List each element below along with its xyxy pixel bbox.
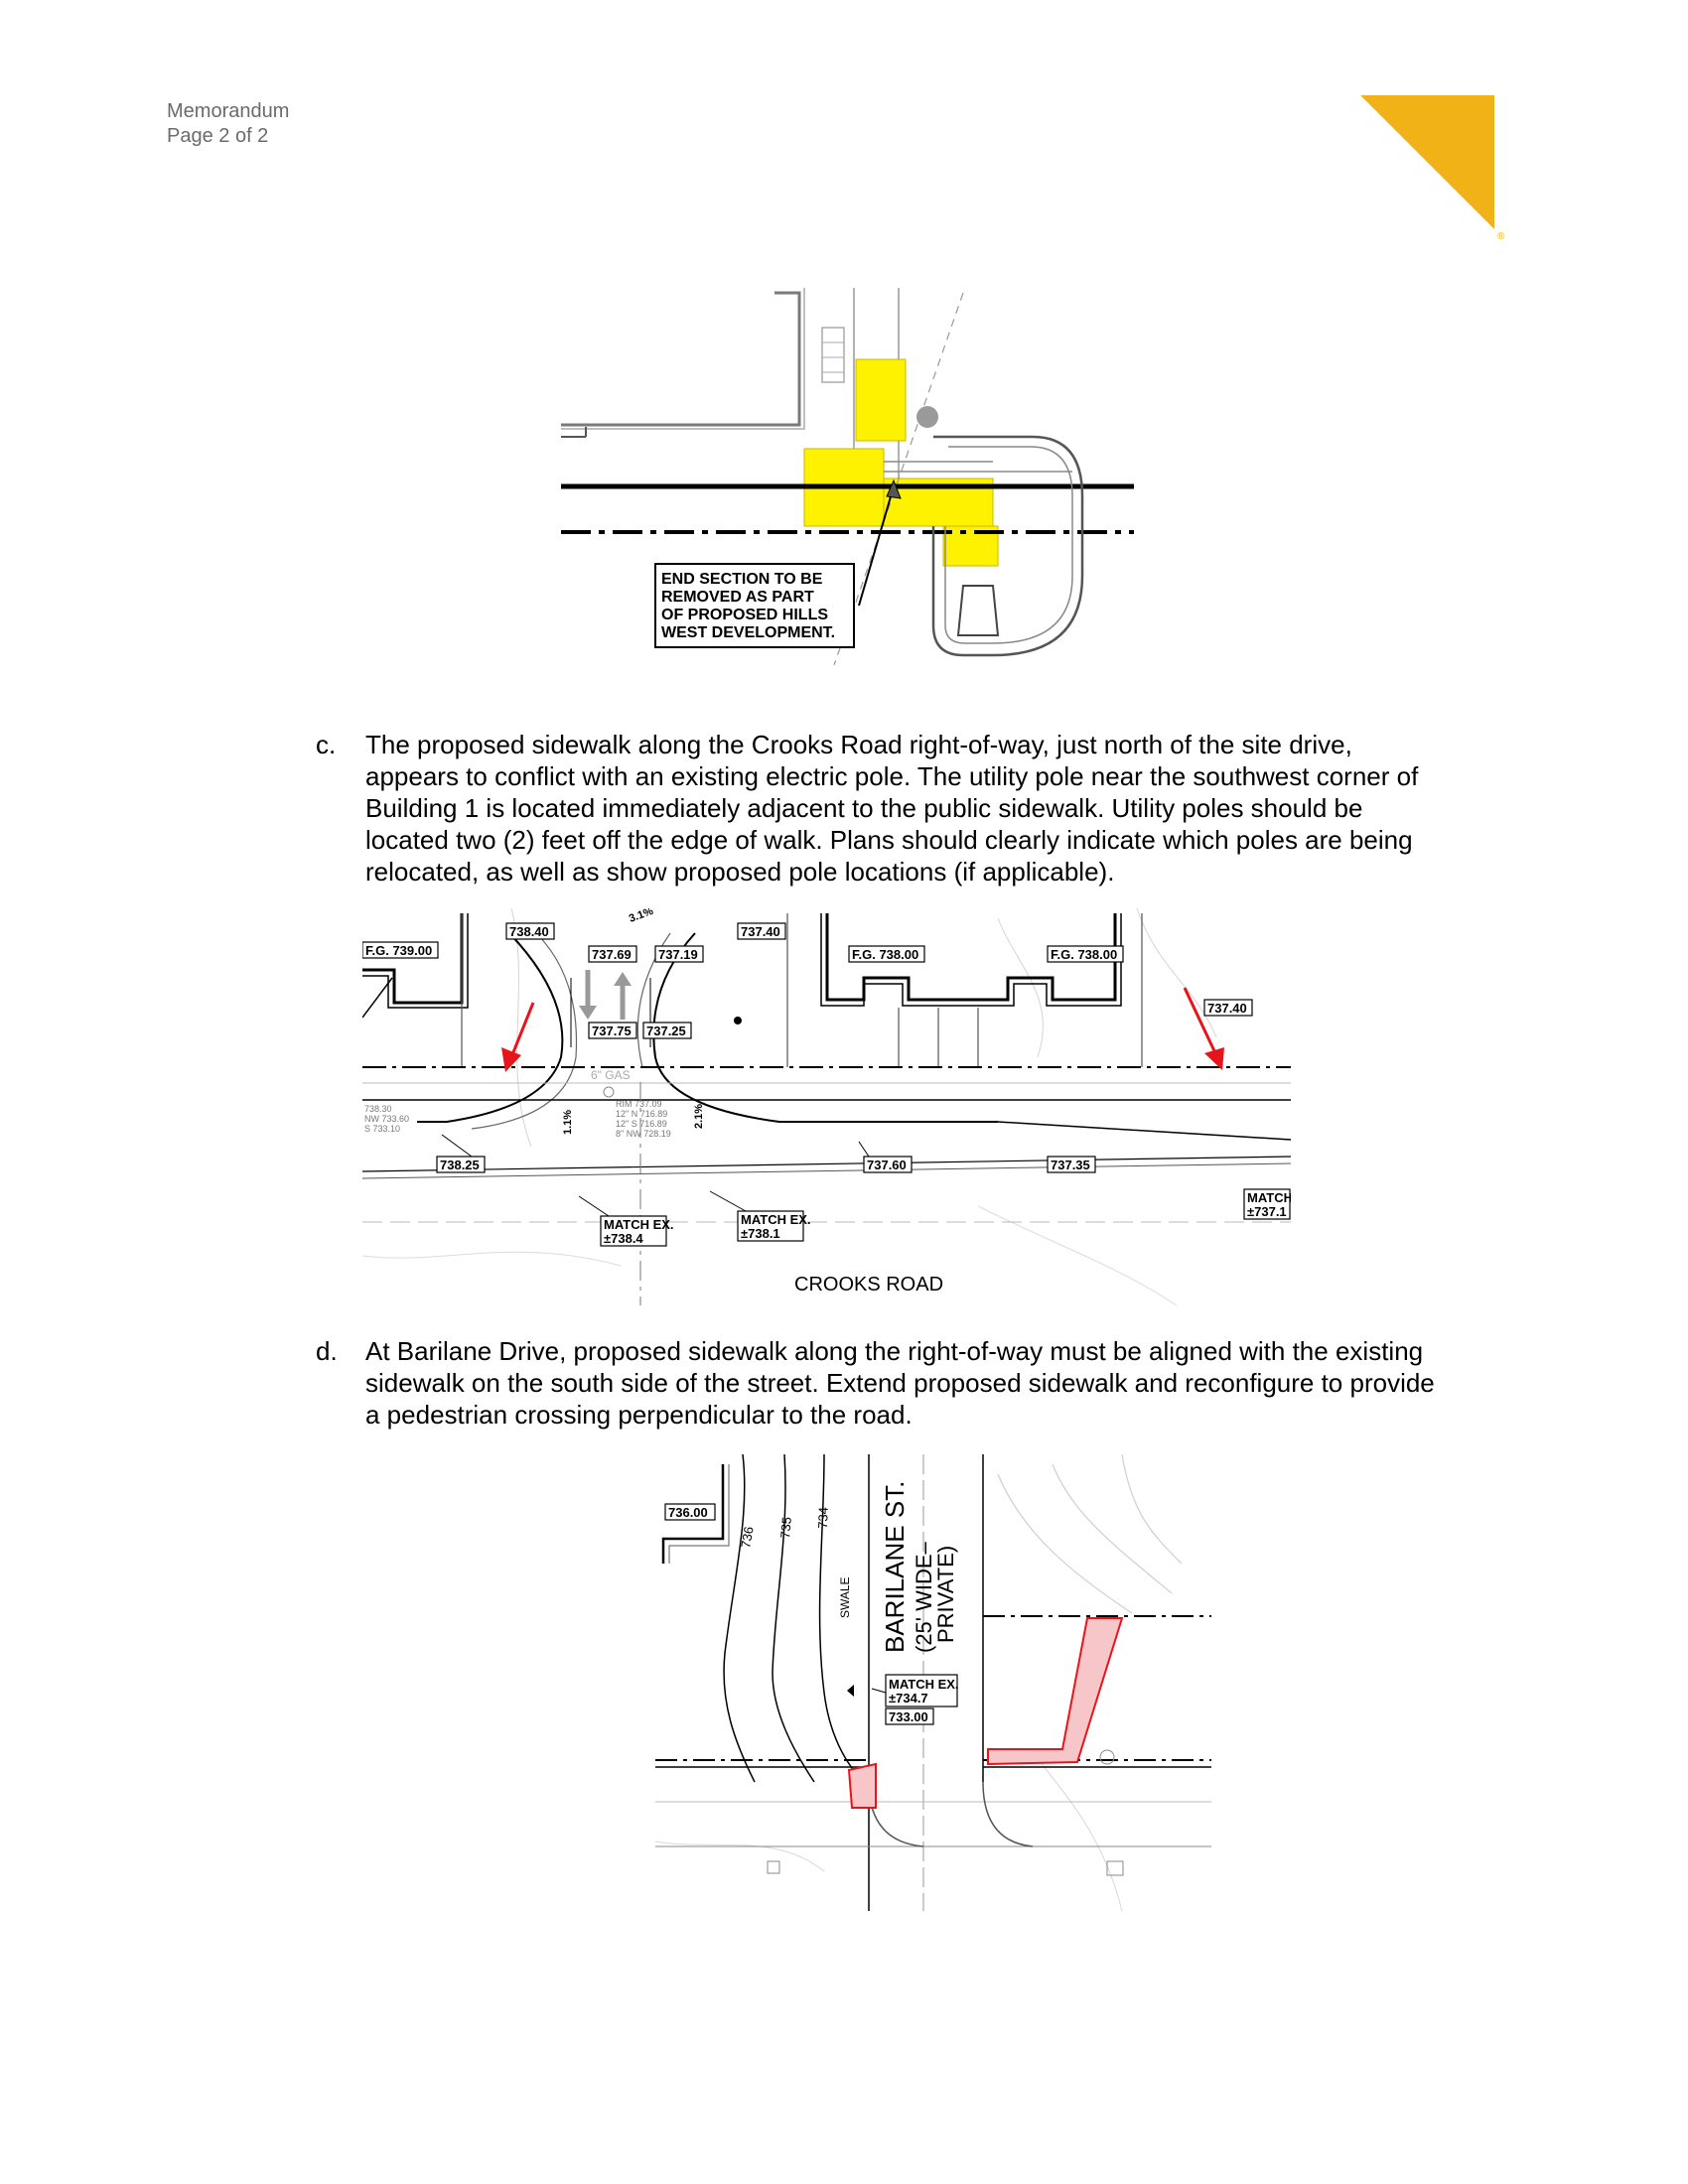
street-note: PRIVATE): [933, 1545, 958, 1643]
traffic-arrow-up-icon: [614, 972, 632, 1020]
match-label: ±737.1: [1247, 1204, 1287, 1219]
svg-text:738.30: 738.30: [364, 1104, 392, 1114]
svg-text:6" GAS: 6" GAS: [591, 1068, 631, 1082]
elev-label: 737.40: [741, 924, 780, 939]
comment-item-d: [316, 1335, 1507, 1444]
callout-line: WEST DEVELOPMENT.: [661, 624, 836, 641]
street-note: (25' WIDE–: [912, 1542, 936, 1653]
elev-label: F.G. 739.00: [365, 943, 433, 958]
item-text: The proposed sidewalk along the Crooks Road right-of-way, just north of the site drive, appears to conflict with an existing electric pole. The utility pole near the southwest corner of Building 1 is located immediately adjacent to the public sidewalk. Utility poles should be located two (2) feet off the edge of walk. Plans should clearly indicate which poles are being relocated, as well as show proposed pole locations (if applicable).: [365, 730, 1419, 887]
match-label: MATCH EX.: [604, 1217, 674, 1232]
traffic-arrow-down-icon: [579, 970, 597, 1020]
item-text: At Barilane Drive, proposed sidewalk along the right-of-way must be aligned with the existing sidewalk on the south side of the street. Extend proposed sidewalk and reconfigure to provide a pedestrian crossing perpendicular to the road.: [365, 1336, 1435, 1430]
road-name: CROOKS ROAD: [794, 1274, 944, 1296]
figure-end-section: [556, 288, 1152, 665]
elev-label: 737.35: [1051, 1158, 1090, 1172]
proposed-crossing-area: [988, 1618, 1122, 1764]
match-label: ±738.4: [604, 1231, 643, 1246]
elev-label: 737.25: [646, 1024, 686, 1038]
elev-label: 738.25: [440, 1158, 480, 1172]
page-header: [167, 99, 289, 149]
svg-text:NW 733.60: NW 733.60: [364, 1114, 410, 1124]
document-type: Memorandum: [167, 100, 290, 122]
registered-mark: ®: [1497, 231, 1505, 242]
callout-line: OF PROPOSED HILLS: [661, 607, 829, 623]
match-label: ±738.1: [741, 1226, 780, 1241]
match-label: MATCH EX.: [741, 1212, 811, 1227]
svg-text:736: 736: [738, 1525, 757, 1550]
street-name: BARILANE ST.: [880, 1480, 910, 1653]
svg-text:S 733.10: S 733.10: [364, 1124, 401, 1134]
elev-label: 737.69: [592, 947, 632, 962]
meter-icon: [1107, 1861, 1123, 1875]
callout-line: REMOVED AS PART: [661, 589, 814, 606]
electric-pole-icon: [734, 1017, 742, 1024]
svg-text:3.1%: 3.1%: [627, 908, 655, 925]
highlight-sidewalk-north: [856, 359, 906, 441]
item-marker: d.: [316, 1336, 338, 1366]
match-label: MATCH: [1247, 1190, 1291, 1205]
elev-label: F.G. 738.00: [852, 947, 919, 962]
svg-text:RIM 737.09: RIM 737.09: [616, 1099, 662, 1109]
elev-label: 733.00: [889, 1709, 928, 1724]
match-label: MATCH EX.: [889, 1677, 959, 1692]
figure-barilane: [655, 1454, 1211, 1911]
svg-text:12" S 716.89: 12" S 716.89: [616, 1119, 667, 1129]
elev-label: 738.40: [509, 924, 549, 939]
elev-label: 737.40: [1207, 1001, 1247, 1016]
elev-label: 736.00: [668, 1505, 708, 1520]
svg-text:735: 735: [777, 1516, 794, 1540]
match-label: ±734.7: [889, 1691, 928, 1706]
page-number: Page 2 of 2: [167, 125, 269, 147]
proposed-sidewalk-extension: [849, 1764, 876, 1808]
elev-label: 737.19: [658, 947, 698, 962]
svg-text:SWALE: SWALE: [838, 1576, 852, 1618]
svg-text:2.1%: 2.1%: [693, 1103, 705, 1129]
elev-label: 737.75: [592, 1024, 632, 1038]
svg-text:734: 734: [815, 1506, 831, 1530]
svg-text:12" N 716.89: 12" N 716.89: [616, 1109, 668, 1119]
company-logo: [1360, 95, 1514, 244]
elev-label: F.G. 738.00: [1051, 947, 1118, 962]
figure-crooks-road: [362, 908, 1291, 1305]
comment-item-c: [316, 729, 1507, 897]
callout-line: END SECTION TO BE: [661, 571, 823, 588]
svg-text:1.1%: 1.1%: [562, 1109, 574, 1135]
catch-basin-icon: [768, 1861, 779, 1873]
item-marker: c.: [316, 730, 337, 759]
svg-text:8" NW 728.19: 8" NW 728.19: [616, 1129, 671, 1139]
hydrant-icon: [1100, 1750, 1114, 1764]
elev-label: 737.60: [867, 1158, 907, 1172]
manhole-icon: [604, 1087, 614, 1097]
